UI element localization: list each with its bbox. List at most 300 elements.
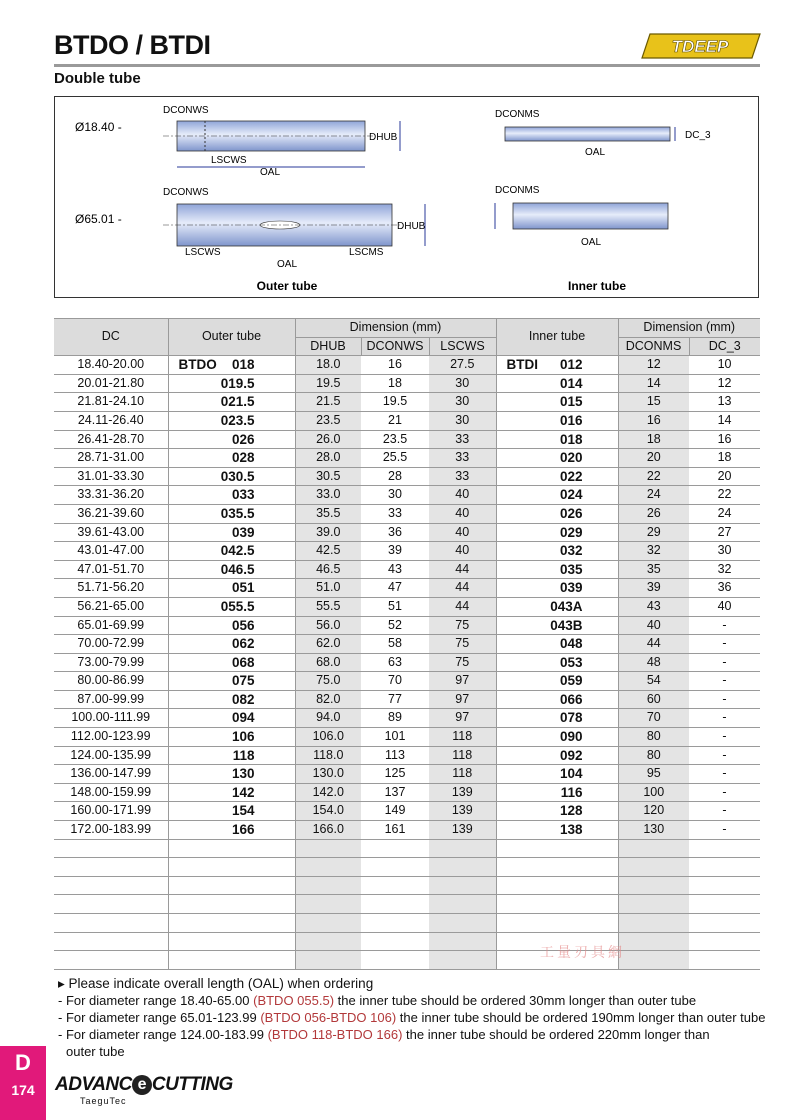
- cell-dc: 172.00-183.99: [54, 821, 168, 840]
- cell-empty: [168, 839, 295, 858]
- cell-empty: [54, 876, 168, 895]
- inner-oal-label-small: OAL: [585, 147, 606, 158]
- cell-dhub: 154.0: [295, 802, 361, 821]
- col-header-dconms: DCONMS: [618, 337, 689, 356]
- cell-inner-tube: 026: [496, 504, 618, 523]
- cell-dconms: 80: [618, 728, 689, 747]
- cell-dc3: -: [689, 765, 760, 784]
- cell-inner-tube: 048: [496, 635, 618, 654]
- cell-lscws: 97: [429, 690, 496, 709]
- cell-dc3: -: [689, 728, 760, 747]
- note-item: - For diameter range 65.01-123.99 (BTDO 056-BTDO 106) the inner tube should be ordered 190mm longer than outer tube: [58, 1010, 766, 1025]
- inner-oal-label-large: OAL: [581, 237, 602, 248]
- dhub-label-large: DHUB: [397, 221, 426, 232]
- cell-outer-tube: 082: [168, 690, 295, 709]
- spec-table-body: [54, 356, 760, 970]
- cell-dc: 112.00-123.99: [54, 728, 168, 747]
- cell-dhub: 106.0: [295, 728, 361, 747]
- cell-lscws: 30: [429, 393, 496, 412]
- cell-dconws: 51: [361, 597, 429, 616]
- cell-empty: [361, 951, 429, 970]
- cell-dc: 65.01-69.99: [54, 616, 168, 635]
- cell-empty: [168, 914, 295, 933]
- cell-dc3: 18: [689, 449, 760, 468]
- cell-dc3: -: [689, 653, 760, 672]
- cell-dconms: 95: [618, 765, 689, 784]
- cell-dconms: 12: [618, 356, 689, 375]
- cell-inner-tube: 015: [496, 393, 618, 412]
- cell-inner-tube: 024: [496, 486, 618, 505]
- col-header-inner: Inner tube: [496, 319, 618, 356]
- cell-dhub: 62.0: [295, 635, 361, 654]
- cell-dc3: 14: [689, 411, 760, 430]
- cell-dc3: 30: [689, 542, 760, 561]
- cell-dc: 124.00-135.99: [54, 746, 168, 765]
- table-row: [54, 876, 760, 895]
- cell-empty: [689, 876, 760, 895]
- cell-dhub: 23.5: [295, 411, 361, 430]
- dconms-label: DCONMS: [495, 109, 540, 120]
- cell-dconws: 52: [361, 616, 429, 635]
- cell-dconws: 70: [361, 672, 429, 691]
- cell-dhub: 19.5: [295, 374, 361, 393]
- cell-dhub: 18.0: [295, 356, 361, 375]
- cell-inner-tube: 039: [496, 579, 618, 598]
- cell-dhub: 42.5: [295, 542, 361, 561]
- cell-dc: 36.21-39.60: [54, 504, 168, 523]
- cell-lscws: 75: [429, 635, 496, 654]
- cell-dc: 21.81-24.10: [54, 393, 168, 412]
- cell-dconws: 19.5: [361, 393, 429, 412]
- table-row: [54, 746, 760, 765]
- table-row: [54, 449, 760, 468]
- cell-outer-tube: 068: [168, 653, 295, 672]
- cell-lscws: 33: [429, 467, 496, 486]
- cell-lscws: 139: [429, 821, 496, 840]
- note-item: outer tube: [66, 1044, 125, 1059]
- cell-dconms: 32: [618, 542, 689, 561]
- tdeep-logo: [640, 32, 762, 60]
- cell-dc: 51.71-56.20: [54, 579, 168, 598]
- table-row: [54, 374, 760, 393]
- cell-empty: [361, 914, 429, 933]
- cell-dconms: 14: [618, 374, 689, 393]
- cell-dc3: 22: [689, 486, 760, 505]
- dc3-label: DC_3: [685, 130, 711, 141]
- cell-empty: [618, 932, 689, 951]
- col-header-dconws: DCONWS: [361, 337, 429, 356]
- section-letter: D: [15, 1050, 31, 1075]
- cell-dconms: 40: [618, 616, 689, 635]
- cell-dc3: -: [689, 616, 760, 635]
- cell-empty: [295, 914, 361, 933]
- cell-outer-tube: 051: [168, 579, 295, 598]
- table-row: [54, 895, 760, 914]
- cell-inner-tube: 018: [496, 430, 618, 449]
- cell-empty: [54, 914, 168, 933]
- cell-dhub: 94.0: [295, 709, 361, 728]
- cell-dhub: 68.0: [295, 653, 361, 672]
- cell-dc3: -: [689, 672, 760, 691]
- cell-dconws: 125: [361, 765, 429, 784]
- cell-lscws: 75: [429, 653, 496, 672]
- cell-inner-tube: 104: [496, 765, 618, 784]
- cell-empty: [689, 932, 760, 951]
- cell-dconms: 44: [618, 635, 689, 654]
- cell-dc: 20.01-21.80: [54, 374, 168, 393]
- cell-outer-tube: 035.5: [168, 504, 295, 523]
- cell-empty: [689, 914, 760, 933]
- section-tab: [0, 1046, 46, 1120]
- cell-empty: [361, 876, 429, 895]
- cell-dconms: 20: [618, 449, 689, 468]
- cell-outer-tube: 028: [168, 449, 295, 468]
- cell-dc: 28.71-31.00: [54, 449, 168, 468]
- cell-empty: [618, 895, 689, 914]
- cell-inner-tube: 043A: [496, 597, 618, 616]
- cell-dc3: 40: [689, 597, 760, 616]
- cell-dc: 136.00-147.99: [54, 765, 168, 784]
- cell-empty: [429, 914, 496, 933]
- cell-dhub: 35.5: [295, 504, 361, 523]
- table-row: [54, 932, 760, 951]
- cell-dconws: 161: [361, 821, 429, 840]
- cell-empty: [618, 839, 689, 858]
- cell-inner-tube: 032: [496, 542, 618, 561]
- cell-inner-tube: 029: [496, 523, 618, 542]
- diameter-label-small: Ø18.40 -: [75, 120, 122, 134]
- cell-dhub: 39.0: [295, 523, 361, 542]
- col-header-dc3: DC_3: [689, 337, 760, 356]
- cell-dc: 70.00-72.99: [54, 635, 168, 654]
- table-row: [54, 914, 760, 933]
- note-item: - For diameter range 18.40-65.00 (BTDO 055.5) the inner tube should be ordered 30mm longer than outer tube: [58, 993, 697, 1008]
- cell-lscws: 30: [429, 411, 496, 430]
- cell-dc3: 24: [689, 504, 760, 523]
- cell-dhub: 30.5: [295, 467, 361, 486]
- cell-dconms: 35: [618, 560, 689, 579]
- table-row: [54, 709, 760, 728]
- cell-empty: [54, 858, 168, 877]
- cell-inner-tube: 092: [496, 746, 618, 765]
- lscws-label-small: LSCWS: [211, 155, 247, 166]
- col-header-dimension-2: Dimension (mm): [618, 319, 760, 338]
- cell-dc: 43.01-47.00: [54, 542, 168, 561]
- cell-lscws: 33: [429, 449, 496, 468]
- cell-outer-tube: 106: [168, 728, 295, 747]
- cell-lscws: 44: [429, 597, 496, 616]
- cell-empty: [295, 951, 361, 970]
- cell-inner-tube: 128: [496, 802, 618, 821]
- cell-empty: [361, 932, 429, 951]
- cell-dc: 100.00-111.99: [54, 709, 168, 728]
- cell-dhub: 51.0: [295, 579, 361, 598]
- table-row: [54, 672, 760, 691]
- lscms-label: LSCMS: [349, 247, 384, 258]
- cell-dconws: 137: [361, 783, 429, 802]
- cell-dhub: 75.0: [295, 672, 361, 691]
- cell-empty: [496, 876, 618, 895]
- cell-inner-tube: 066: [496, 690, 618, 709]
- cell-empty: [429, 876, 496, 895]
- note-item: - For diameter range 124.00-183.99 (BTDO 118-BTDO 166) the inner tube should be ordered 220mm longer than: [58, 1027, 710, 1042]
- cell-outer-tube: 075: [168, 672, 295, 691]
- cell-empty: [429, 932, 496, 951]
- cell-dconws: 47: [361, 579, 429, 598]
- cell-dc3: 12: [689, 374, 760, 393]
- inner-tube-caption: Inner tube: [567, 279, 627, 293]
- cell-inner-tube: 078: [496, 709, 618, 728]
- cell-dc3: -: [689, 746, 760, 765]
- cell-outer-tube: 042.5: [168, 542, 295, 561]
- cell-dconws: 28: [361, 467, 429, 486]
- table-row: [54, 802, 760, 821]
- cell-dhub: 28.0: [295, 449, 361, 468]
- cell-inner-tube: 020: [496, 449, 618, 468]
- cell-empty: [168, 951, 295, 970]
- cell-dc: 160.00-171.99: [54, 802, 168, 821]
- cell-lscws: 97: [429, 672, 496, 691]
- dconws-label: DCONWS: [163, 105, 209, 116]
- table-row: [54, 579, 760, 598]
- cell-dhub: 142.0: [295, 783, 361, 802]
- cell-empty: [496, 858, 618, 877]
- table-row: [54, 783, 760, 802]
- outer-tube-caption: Outer tube: [256, 279, 318, 293]
- cell-lscws: 139: [429, 802, 496, 821]
- cell-dconms: 22: [618, 467, 689, 486]
- cell-dconws: 21: [361, 411, 429, 430]
- cell-empty: [429, 858, 496, 877]
- spec-table: [54, 318, 760, 970]
- cell-lscws: 27.5: [429, 356, 496, 375]
- cell-dc3: -: [689, 802, 760, 821]
- ordering-notes: [58, 975, 765, 1060]
- cell-empty: [168, 932, 295, 951]
- cell-empty: [429, 839, 496, 858]
- cell-dconms: 16: [618, 411, 689, 430]
- table-row: [54, 393, 760, 412]
- table-row: [54, 690, 760, 709]
- cell-empty: [429, 895, 496, 914]
- table-row: [54, 765, 760, 784]
- cell-dconws: 18: [361, 374, 429, 393]
- diameter-label-large: Ø65.01 -: [75, 212, 122, 226]
- table-row: [54, 728, 760, 747]
- cell-dconws: 58: [361, 635, 429, 654]
- cell-dconws: 39: [361, 542, 429, 561]
- cell-empty: [689, 951, 760, 970]
- cell-inner-tube: BTDI 012: [496, 356, 618, 375]
- cell-empty: [54, 895, 168, 914]
- cell-empty: [168, 876, 295, 895]
- outer-tube-diagram-large: [75, 187, 426, 293]
- cell-dc: 56.21-65.00: [54, 597, 168, 616]
- cell-lscws: 40: [429, 542, 496, 561]
- table-row: [54, 821, 760, 840]
- cell-dconws: 101: [361, 728, 429, 747]
- table-row: [54, 653, 760, 672]
- cell-dhub: 26.0: [295, 430, 361, 449]
- cell-lscws: 40: [429, 486, 496, 505]
- cell-dhub: 33.0: [295, 486, 361, 505]
- cell-dc: 31.01-33.30: [54, 467, 168, 486]
- cell-empty: [168, 895, 295, 914]
- cell-outer-tube: 055.5: [168, 597, 295, 616]
- cell-dconws: 113: [361, 746, 429, 765]
- cell-inner-tube: 016: [496, 411, 618, 430]
- cell-dc: 47.01-51.70: [54, 560, 168, 579]
- cell-dc: 33.31-36.20: [54, 486, 168, 505]
- cell-dconms: 48: [618, 653, 689, 672]
- cell-dc: 73.00-79.99: [54, 653, 168, 672]
- cell-dhub: 56.0: [295, 616, 361, 635]
- cell-dconms: 26: [618, 504, 689, 523]
- cell-dc: 148.00-159.99: [54, 783, 168, 802]
- cell-empty: [295, 839, 361, 858]
- cell-empty: [618, 951, 689, 970]
- cell-outer-tube: 056: [168, 616, 295, 635]
- cell-dc3: -: [689, 635, 760, 654]
- cell-outer-tube: 039: [168, 523, 295, 542]
- diagram-panel: [54, 96, 759, 298]
- table-row: [54, 839, 760, 858]
- cell-dconws: 23.5: [361, 430, 429, 449]
- table-row: [54, 523, 760, 542]
- cell-dconms: 130: [618, 821, 689, 840]
- cell-dc3: 27: [689, 523, 760, 542]
- cell-inner-tube: 138: [496, 821, 618, 840]
- page-subtitle: Double tube: [54, 70, 141, 87]
- cell-dconws: 43: [361, 560, 429, 579]
- cell-empty: [689, 839, 760, 858]
- cell-inner-tube: 090: [496, 728, 618, 747]
- oal-label-large: OAL: [277, 259, 298, 270]
- cell-dhub: 82.0: [295, 690, 361, 709]
- cell-dc3: -: [689, 783, 760, 802]
- table-row: [54, 635, 760, 654]
- cell-outer-tube: 062: [168, 635, 295, 654]
- cell-dconws: 77: [361, 690, 429, 709]
- brand-subtitle: TaeguTec: [80, 1096, 127, 1106]
- cell-dhub: 55.5: [295, 597, 361, 616]
- cell-inner-tube: 059: [496, 672, 618, 691]
- cell-dconws: 63: [361, 653, 429, 672]
- table-row: [54, 951, 760, 970]
- cell-dconms: 54: [618, 672, 689, 691]
- cell-dconms: 120: [618, 802, 689, 821]
- table-row: [54, 356, 760, 375]
- cell-dconws: 89: [361, 709, 429, 728]
- cell-empty: [295, 876, 361, 895]
- cell-lscws: 75: [429, 616, 496, 635]
- cell-lscws: 40: [429, 523, 496, 542]
- cell-outer-tube: 046.5: [168, 560, 295, 579]
- cell-dconms: 15: [618, 393, 689, 412]
- cell-dhub: 130.0: [295, 765, 361, 784]
- col-header-dimension: Dimension (mm): [295, 319, 496, 338]
- note-main: ▸ Please indicate overall length (OAL) when ordering: [58, 976, 374, 991]
- cell-lscws: 33: [429, 430, 496, 449]
- cell-outer-tube: 021.5: [168, 393, 295, 412]
- cell-dc: 18.40-20.00: [54, 356, 168, 375]
- cell-empty: [689, 858, 760, 877]
- cell-empty: [168, 858, 295, 877]
- cell-dhub: 118.0: [295, 746, 361, 765]
- cell-dconws: 30: [361, 486, 429, 505]
- cell-dconms: 60: [618, 690, 689, 709]
- cell-outer-tube: 030.5: [168, 467, 295, 486]
- cell-empty: [496, 914, 618, 933]
- table-row: [54, 616, 760, 635]
- cell-empty: [618, 858, 689, 877]
- cell-empty: [361, 895, 429, 914]
- cell-lscws: 44: [429, 579, 496, 598]
- cell-lscws: 139: [429, 783, 496, 802]
- cell-empty: [429, 951, 496, 970]
- title-divider: [54, 64, 760, 67]
- page-title: BTDO / BTDI: [54, 30, 211, 60]
- lscws-label-large: LSCWS: [185, 247, 221, 258]
- cell-dc3: 16: [689, 430, 760, 449]
- cell-inner-tube: 022: [496, 467, 618, 486]
- page-number: 174: [11, 1082, 35, 1098]
- cell-lscws: 40: [429, 504, 496, 523]
- cell-dhub: 166.0: [295, 821, 361, 840]
- cell-outer-tube: 130: [168, 765, 295, 784]
- table-row: [54, 430, 760, 449]
- cell-outer-tube: 026: [168, 430, 295, 449]
- brand-logo: ADVANC e CUTTING: [55, 1074, 233, 1095]
- cell-dconms: 70: [618, 709, 689, 728]
- cell-dconws: 16: [361, 356, 429, 375]
- table-row: [54, 486, 760, 505]
- cell-outer-tube: 094: [168, 709, 295, 728]
- cell-outer-tube: BTDO 018: [168, 356, 295, 375]
- cell-empty: [295, 932, 361, 951]
- table-row: [54, 597, 760, 616]
- cell-dc: 26.41-28.70: [54, 430, 168, 449]
- cell-empty: [496, 839, 618, 858]
- cell-dconws: 36: [361, 523, 429, 542]
- dconws-label-2: DCONWS: [163, 187, 209, 198]
- table-row: [54, 411, 760, 430]
- table-row: [54, 467, 760, 486]
- outer-tube-diagram-small: [75, 105, 400, 178]
- cell-dc: 87.00-99.99: [54, 690, 168, 709]
- cell-lscws: 30: [429, 374, 496, 393]
- cell-inner-tube: 053: [496, 653, 618, 672]
- cell-dconms: 39: [618, 579, 689, 598]
- cell-empty: [54, 839, 168, 858]
- cell-dconms: 29: [618, 523, 689, 542]
- cell-dc3: -: [689, 821, 760, 840]
- cell-dc: 39.61-43.00: [54, 523, 168, 542]
- cell-lscws: 44: [429, 560, 496, 579]
- cell-empty: [618, 876, 689, 895]
- cell-empty: [295, 858, 361, 877]
- logo-text: TDEEP: [671, 37, 729, 56]
- cell-outer-tube: 166: [168, 821, 295, 840]
- col-header-dhub: DHUB: [295, 337, 361, 356]
- watermark: 工量刃具網: [540, 944, 625, 960]
- cell-outer-tube: 023.5: [168, 411, 295, 430]
- cell-dconms: 24: [618, 486, 689, 505]
- cell-inner-tube: 014: [496, 374, 618, 393]
- dhub-label-small: DHUB: [369, 132, 398, 143]
- col-header-dc: DC: [54, 319, 168, 356]
- cell-dc: 24.11-26.40: [54, 411, 168, 430]
